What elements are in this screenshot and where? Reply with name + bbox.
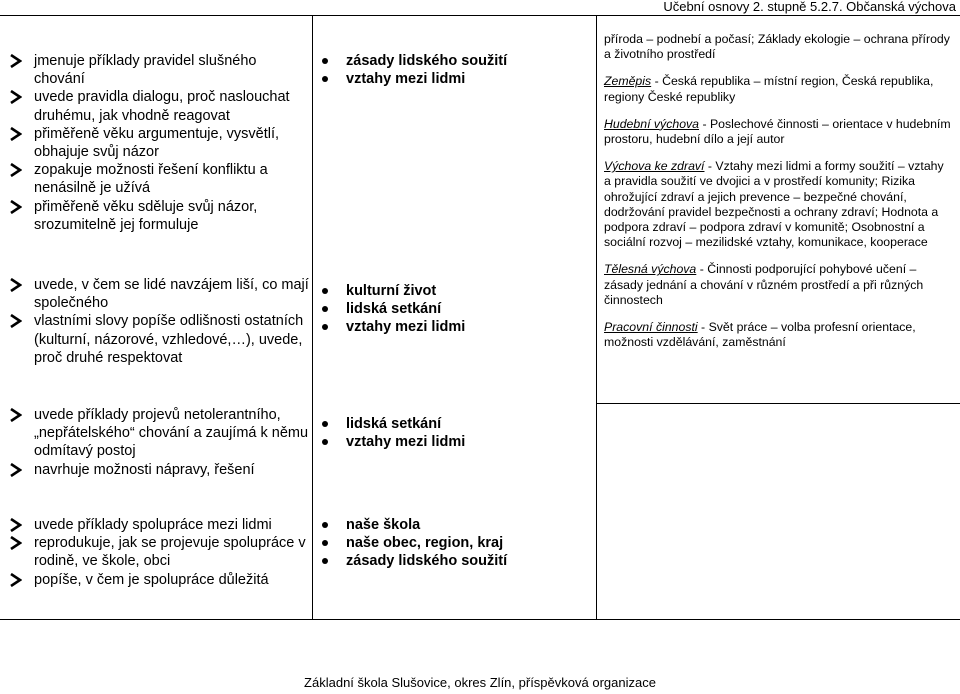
topics-group-1	[322, 52, 590, 88]
outcome-item	[10, 52, 310, 88]
topic-text: lidská setkání	[346, 301, 442, 318]
outcome-text: zopakuje možnosti řešení konfliktu a nenásilně je užívá	[34, 162, 268, 197]
chevron-right-icon	[10, 314, 24, 328]
relation-text: - Vztahy mezi lidmi a formy soužití – vztahy a pravidla soužití ve dvojici a v prostředí komunity; Rizika ohrožující zdraví a jejich prevence – bezpečné chování, dodržování pravidel bezpečnosti a ochrany zdraví; Hodnota a podpora zdraví – podpora zdraví v komunitě; Osobnostní a sociální rozvoj – mezilidské vztahy, komunikace, kooperace	[604, 159, 944, 250]
outcome-text: uvede pravidla dialogu, proč naslouchat druhému, jak vhodně reagovat	[34, 89, 290, 124]
topic-item	[322, 300, 590, 318]
topic-text: vztahy mezi lidmi	[346, 319, 466, 336]
chevron-right-icon	[10, 54, 24, 68]
chevron-right-icon	[10, 127, 24, 141]
bullet-icon	[322, 324, 328, 330]
topic-item	[322, 318, 590, 336]
topic-text: kulturní život	[346, 283, 437, 299]
outcome-item	[10, 406, 310, 461]
outcome-text: reprodukuje, jak se projevuje spolupráce v rodině, ve škole, obci	[34, 535, 306, 570]
outcomes-group-3	[10, 406, 310, 479]
outcomes-group-2	[10, 276, 310, 367]
relation-subject: Tělesná výchova	[604, 262, 697, 277]
outcomes-group-1	[10, 52, 310, 234]
chevron-right-icon	[10, 200, 24, 214]
outcome-item	[10, 461, 310, 479]
column-divider-right	[596, 15, 597, 619]
topic-text: naše škola	[346, 517, 421, 533]
relation-paragraph	[604, 117, 952, 147]
outcome-item	[10, 125, 310, 161]
bullet-icon	[322, 76, 328, 82]
chevron-right-icon	[10, 536, 24, 550]
outcome-item	[10, 276, 310, 312]
outcome-text: popíše, v čem je spolupráce důležitá	[34, 571, 269, 588]
relation-paragraph	[604, 320, 952, 350]
relation-text: - Česká republika – místní region, Česká republika, regiony České republiky	[604, 74, 934, 104]
chevron-right-icon	[10, 408, 24, 422]
bullet-icon	[322, 306, 328, 312]
relations-bottom-border	[596, 403, 960, 404]
relation-text: - Činnosti podporující pohybové učení – zásady jednání a chování v různém prostředí a při různých činnostech	[604, 262, 924, 307]
outcome-text: přiměřeně věku sděluje svůj názor, srozumitelně jej formuluje	[34, 198, 258, 233]
chevron-right-icon	[10, 163, 24, 177]
outcome-text: vlastními slovy popíše odlišnosti ostatních (kulturní, názorové, vzhledové,…), uvede, proč druhé respektovat	[34, 313, 304, 366]
relation-paragraph	[604, 74, 952, 104]
chevron-right-icon	[10, 518, 24, 532]
topic-item	[322, 52, 590, 70]
outcome-text: uvede příklady spolupráce mezi lidmi	[34, 517, 272, 533]
column-divider-left	[312, 15, 313, 619]
bullet-icon	[322, 421, 328, 427]
topic-text: lidská setkání	[346, 416, 442, 432]
bullet-icon	[322, 540, 328, 546]
outcome-item	[10, 534, 310, 570]
topic-item	[322, 534, 590, 552]
topics-group-3	[322, 415, 590, 451]
outcome-text: jmenuje příklady pravidel slušného chování	[34, 53, 257, 88]
relation-subject: Pracovní činnosti	[604, 320, 698, 335]
outcome-item	[10, 312, 310, 367]
page-header: Učební osnovy 2. stupně 5.2.7. Občanská výchova	[663, 0, 956, 14]
topic-text: vztahy mezi lidmi	[346, 71, 466, 88]
topic-text: naše obec, region, kraj	[346, 535, 504, 552]
outcome-text: uvede příklady projevů netolerantního, „nepřátelského“ chování a zaujímá k němu odmítavý postoj	[34, 407, 309, 460]
topic-text: vztahy mezi lidmi	[346, 434, 466, 451]
cross-subject-relations	[604, 32, 952, 362]
outcome-item	[10, 571, 310, 589]
relation-paragraph	[604, 262, 952, 308]
outcomes-group-4	[10, 516, 310, 589]
chevron-right-icon	[10, 573, 24, 587]
outcome-item	[10, 88, 310, 124]
bullet-icon	[322, 439, 328, 445]
relation-subject: Hudební výchova	[604, 116, 700, 131]
topic-item	[322, 415, 590, 433]
bullet-icon	[322, 558, 328, 564]
relation-paragraph	[604, 32, 952, 62]
relation-subject: Zeměpis	[604, 74, 652, 89]
topic-text: zásady lidského soužití	[346, 53, 508, 69]
topic-item	[322, 516, 590, 534]
relation-text: příroda – podnebí a počasí; Základy ekologie – ochrana přírody a životního prostředí	[604, 32, 950, 62]
topic-item	[322, 552, 590, 570]
outcome-text: přiměřeně věku argumentuje, vysvětlí, obhajuje svůj názor	[34, 125, 279, 161]
chevron-right-icon	[10, 278, 24, 292]
outcome-item	[10, 161, 310, 197]
chevron-right-icon	[10, 463, 24, 477]
page-footer: Základní škola Slušovice, okres Zlín, příspěvková organizace	[304, 675, 656, 690]
topics-group-2	[322, 282, 590, 337]
outcome-item	[10, 198, 310, 234]
topic-item	[322, 433, 590, 451]
table-bottom-border	[0, 619, 960, 620]
bullet-icon	[322, 58, 328, 64]
outcome-text: navrhuje možnosti nápravy, řešení	[34, 461, 255, 478]
topic-item	[322, 70, 590, 88]
relation-subject: Výchova ke zdraví	[604, 159, 705, 174]
bullet-icon	[322, 522, 328, 528]
topic-item	[322, 282, 590, 300]
table-top-border	[0, 15, 960, 16]
topics-group-4	[322, 516, 590, 571]
outcome-text: uvede, v čem se lidé navzájem liší, co mají společného	[34, 277, 309, 312]
relation-text: - Poslechové činnosti – orientace v hudebním prostoru, hudební dílo a její autor	[604, 116, 951, 147]
relation-paragraph	[604, 159, 952, 250]
chevron-right-icon	[10, 90, 24, 104]
topic-text: zásady lidského soužití	[346, 553, 508, 570]
bullet-icon	[322, 288, 328, 294]
relation-text: - Svět práce – volba profesní orientace, možnosti vzdělávání, zaměstnání	[604, 320, 916, 350]
outcome-item	[10, 516, 310, 534]
